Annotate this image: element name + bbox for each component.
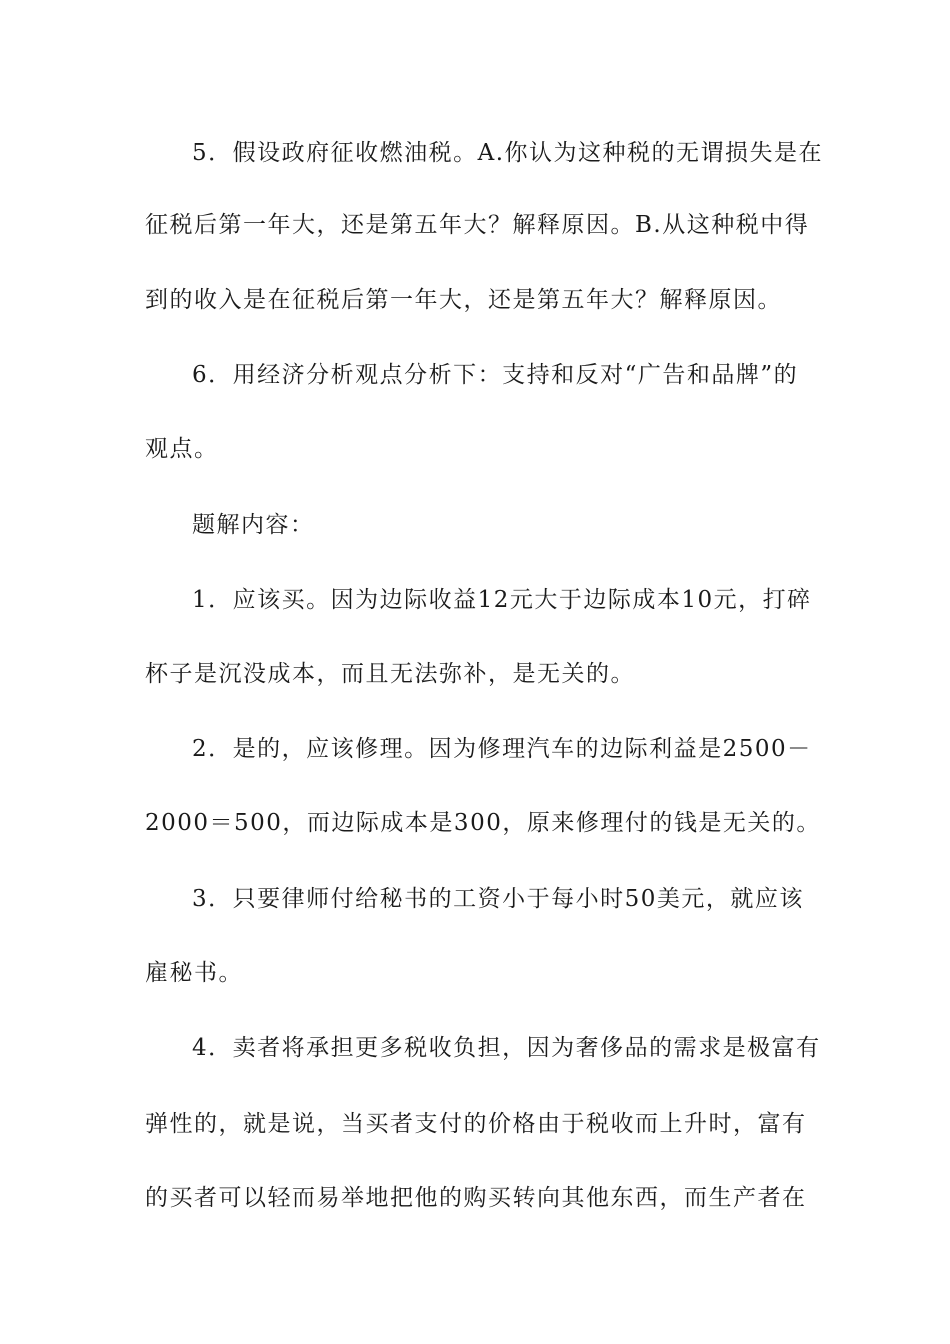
a1-line-2: 杯子是沉没成本，而且无法弥补，是无关的。 [145, 661, 635, 687]
q5-line-3: 到的收入是在征税后第一年大，还是第五年大？解释原因。 [145, 287, 782, 313]
a4-line-2: 弹性的，就是说，当买者支付的价格由于税收而上升时，富有 [145, 1111, 807, 1137]
a2-line-2: 2000＝500，而边际成本是300，原来修理付的钱是无关的。 [145, 810, 821, 836]
a4-line-1: 4．卖者将承担更多税收负担，因为奢侈品的需求是极富有 [192, 1035, 821, 1061]
q6-line-1: 6．用经济分析观点分析下：支持和反对“广告和品牌”的 [192, 362, 799, 388]
q5-line-1: 5．假设政府征收燃油税。A.你认为这种税的无谓损失是在 [192, 140, 824, 166]
a3-line-2: 雇秘书。 [145, 960, 243, 986]
a2-line-1: 2．是的，应该修理。因为修理汽车的边际利益是2500－ [192, 736, 812, 762]
answers-heading: 题解内容： [192, 512, 315, 538]
q5-line-2: 征税后第一年大，还是第五年大？解释原因。B.从这种税中得 [145, 212, 810, 238]
a1-line-1: 1．应该买。因为边际收益12元大于边际成本10元，打碎 [192, 587, 812, 613]
a4-line-3: 的买者可以轻而易举地把他的购买转向其他东西，而生产者在 [145, 1185, 807, 1211]
a3-line-1: 3．只要律师付给秘书的工资小于每小时50美元，就应该 [192, 886, 804, 912]
q6-line-2: 观点。 [145, 436, 219, 462]
